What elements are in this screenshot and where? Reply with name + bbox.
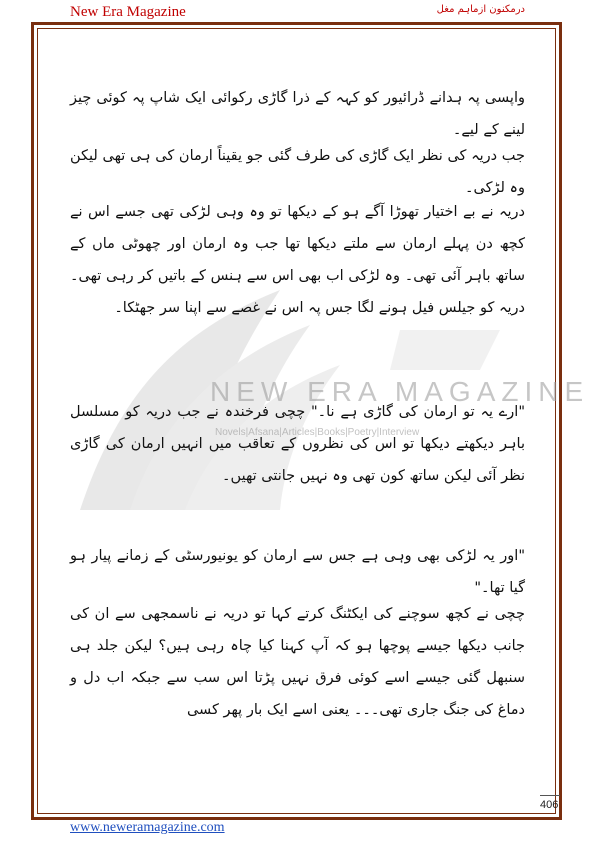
watermark-text: NEW ERA MAGAZINE xyxy=(210,376,590,407)
footer-website-link[interactable]: www.neweramagazine.com xyxy=(70,820,225,835)
paragraph-3: دریہ نے بے اختیار تھوڑا آگے ہو کے دیکھا تو وہ وہی لڑکی تھی جسے اس نے کچھ دن پہلے ارمان سے ملتے دیکھا تھا جب وہ ارمان اور چھوٹی ماں کے ساتھ باہر آئی تھی۔ وہ لڑکی اب بھی اس سے ہنس کے باتیں کر رہی تھی۔ دریہ کو جیلس فیل ہونے لگا جس پہ اس نے غصے سے اپنا سر جھٹکا۔ xyxy=(70,204,525,316)
magazine-name-header: New Era Magazine xyxy=(70,4,186,20)
novel-title-header: درمکنون ازماہم مغل xyxy=(436,4,525,15)
paragraph-6: چچی نے کچھ سوچنے کی ایکٹنگ کرتے کہا تو دریہ نے ناسمجھی سے ان کی جانب دیکھا جیسے پوچھا ہو کہ آپ کہنا کیا چاہ رہی ہیں؟ لیکن جلد ہی سنبھل گئی جیسے اسے کوئی فرق نہیں پڑتا اس سب سے جبکہ اب دل و دماغ کی جنگ جاری تھی۔۔۔ یعنی اسے ایک بار پھر کسی xyxy=(70,606,525,718)
page-number: 406 xyxy=(540,799,559,811)
watermark-tagline: Novels|Afsana|Articles|Books|Poetry|Interview xyxy=(215,427,420,438)
paragraph-2: جب دریہ کی نظر ایک گاڑی کی طرف گئی جو یقیناً ارمان کی ہی تھی لیکن وہ لڑکی۔ xyxy=(70,148,525,196)
page-number-rule xyxy=(540,795,560,796)
paragraph-5: "اور یہ لڑکی بھی وہی ہے جس سے ارمان کو یونیورسٹی کے زمانے پیار ہو گیا تھا۔" xyxy=(70,548,525,596)
paragraph-1: واپسی پہ ہدانے ڈرائیور کو کہہ کے ذرا گاڑی رکوائی ایک شاپ پہ کوئی چیز لینے کے لیے۔ xyxy=(70,90,525,138)
paragraph-4: "ارے یہ تو ارمان کی گاڑی ہے نا۔" چچی فرخندہ نے جب دریہ کو مسلسل باہر دیکھتے دیکھا تو اس کی نظروں کے تعاقب میں انہیں ارمان کی گاڑی نظر آئی لیکن ساتھ کون تھی وہ نہیں جانتی تھیں۔ xyxy=(70,404,525,484)
